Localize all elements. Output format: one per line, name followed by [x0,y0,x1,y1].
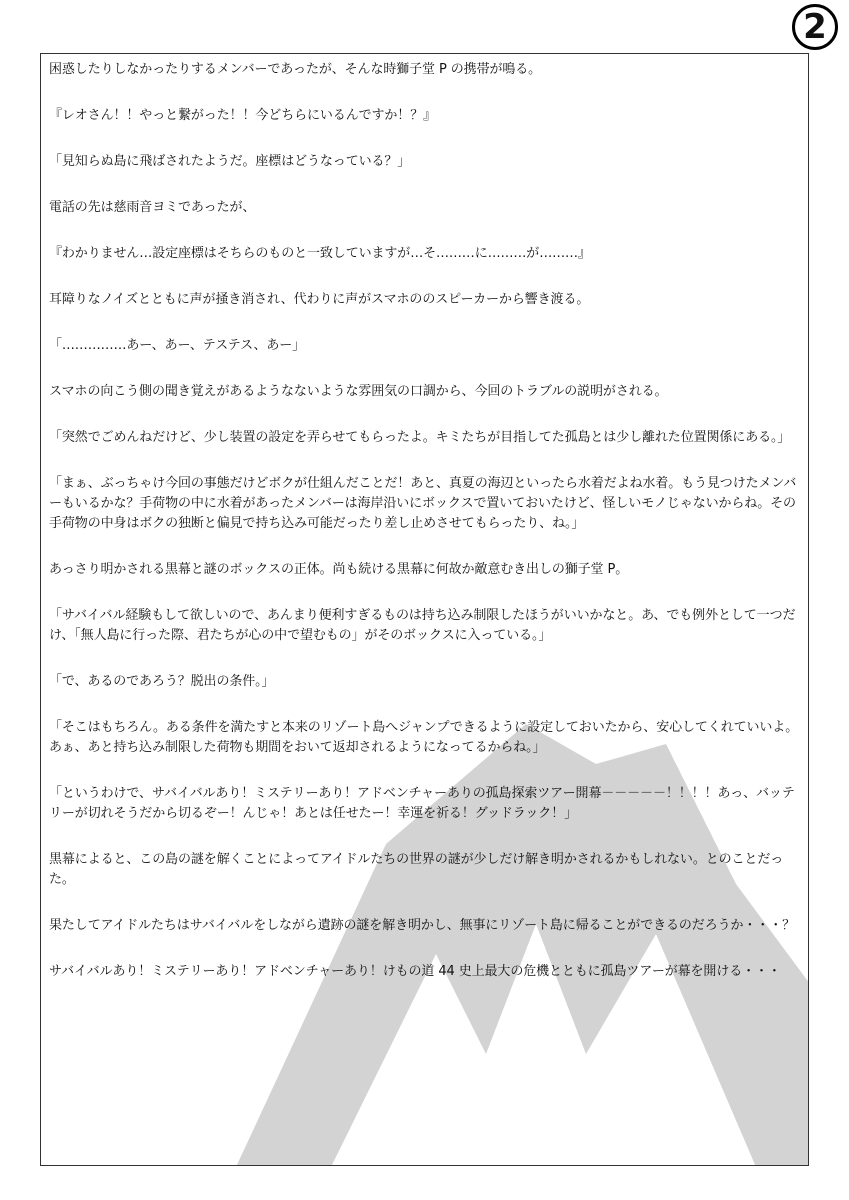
page-number: 2 [792,4,838,50]
paragraph: 耳障りなノイズとともに声が掻き消され、代わりに声がスマホののスピーカーから響き渡る。 [49,292,590,307]
paragraph: 黒幕によると、この島の謎を解くことによってアイドルたちの世界の謎が少しだけ解き明かされるかもしれない。とのことだった。 [49,852,784,887]
paragraph: 「サバイバル経験もして欲しいので、あんまり便利すぎるものは持ち込み制限したほうがいいかなと。あ、でも例外として一つだけ、「無人島に行った際、君たちが心の中で望むもの」がそのボックスに入っている。」 [49,608,796,643]
paragraph: 「まぁ、ぶっちゃけ今回の事態だけどボクが仕組んだことだ！あと、真夏の海辺といったら水着だよね水着。もう見つけたメンバーもいるかな？手荷物の中に水着があったメンバーは海岸沿いにボックスで置いておいたけど、怪しいモノじゃないからね。その手荷物の中身はボクの独断と偏見で持ち込み可能だったり差し止めさせてもらったり、ね。」 [49,476,797,531]
paragraph: 「というわけで、サバイバルあり！ミステリーあり！アドベンチャーありの孤島探索ツアー開幕－－－－－！！！！あっ、バッテリーが切れそうだから切るぞー！んじゃ！あとは任せたー！幸運を祈る！グッドラック！」 [49,786,795,821]
text-frame [40,53,809,1166]
paragraph: 『わかりません…設定座標はそちらのものと一致していますが…そ………に………が………』 [49,246,591,261]
paragraph: 電話の先は慈雨音ヨミであったが、 [49,200,256,215]
paragraph: 「……………あー、あー、テステス、あー」 [49,338,306,353]
paragraph: 「で、あるのであろう？脱出の条件。」 [49,674,275,689]
paragraph: 「そこはもちろん。ある条件を満たすと本来のリゾート島へジャンプできるように設定しておいたから、安心してくれていいよ。あぁ、あと持ち込み制限した荷物も期間をおいて返却されるようになってるからね。」 [49,720,799,755]
story-text [41,54,808,982]
paragraph: サバイバルあり！ミステリーあり！アドベンチャーあり！けもの道 44 史上最大の危機とともに孤島ツアーが幕を開ける・・・ [49,964,781,979]
paragraph: 「突然でごめんねだけど、少し装置の設定を弄らせてもらったよ。キミたちが目指してた孤島とは少し離れた位置関係にある。」 [49,430,791,445]
paragraph: 困惑したりしなかったりするメンバーであったが、そんな時獅子堂 P の携帯が鳴る。 [49,62,542,77]
paragraph: あっさり明かされる黒幕と謎のボックスの正体。尚も続ける黒幕に何故か敵意むき出しの獅子堂 P。 [49,562,629,577]
paragraph: 「見知らぬ島に飛ばされたようだ。座標はどうなっている？」 [49,154,411,169]
paragraph: 『レオさん！！やっと繋がった！！今どちらにいるんですか！？』 [49,108,437,123]
paragraph: スマホの向こう側の聞き覚えがあるようなないような雰囲気の口調から、今回のトラブルの説明がされる。 [49,384,668,399]
paragraph: 果たしてアイドルたちはサバイバルをしながら遺跡の謎を解き明かし、無事にリゾート島に帰ることができるのだろうか・・・？ [49,918,795,933]
